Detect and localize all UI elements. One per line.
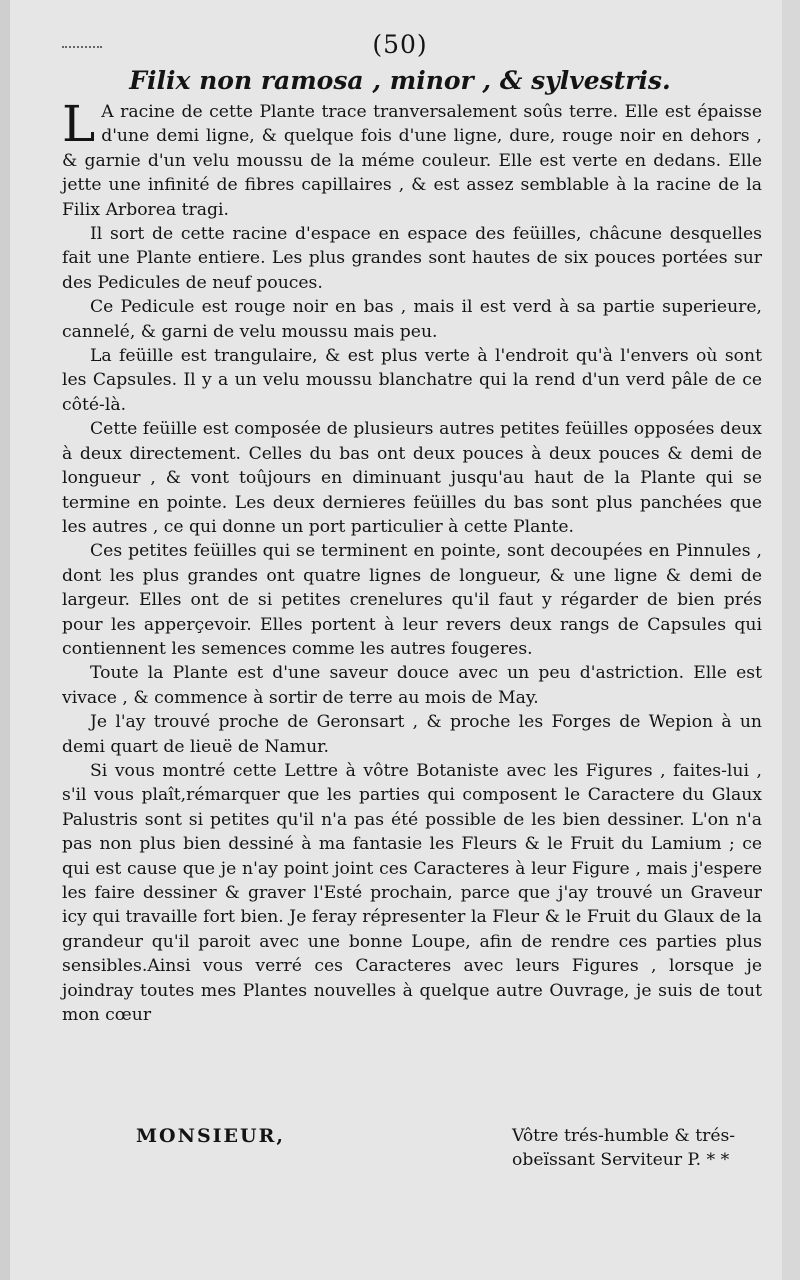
paragraph: La feüille est trangulaire, & est plus verte à l'endroit qu'à l'envers où sont les Capsules. Il y a un velu moussu blanchatre qui la rend d'un verd pâle de ce côté-là. [62,346,762,415]
paragraph: Cette feüille est composée de plusieurs autres petites feüilles opposées deux à deux directement. Celles du bas ont deux pouces à deux pouces & demi de longueur , & vont toûjours en diminuant jusqu'au haut de la Plante qui se termine en pointe. Les deux dernieres feüilles du bas sont plus panchées que les autres , ce qui donne un port particulier à cette Plante. [62,419,762,537]
plant-title: Filix non ramosa , minor , & sylvestris. [129,66,671,95]
signature-block [512,1124,762,1173]
salutation: MONSIEUR, [136,1125,286,1147]
signature-line-2: obeïssant Serviteur P. * * [512,1150,730,1171]
body-text [62,95,762,1027]
page-left-edge [0,0,10,1280]
page-number: (50) [372,30,428,59]
paragraph: Si vous montré cette Lettre à vôtre Botaniste avec les Figures , faites-lui , s'il vous plaît,rémarquer que les parties qui composent le Caractere du Glaux Palustris sont si petites qu'il n'a pas été possible de les bien dessiner. L'on n'a pas non plus bien dessiné à ma fantasie les Fleurs & le Fruit du Lamium ; ce qui est cause que je n'ay point joint ces Caracteres à leur Figure , mais j'espere les faire dessiner & graver l'Esté prochain, parce que j'ay trouvé un Graveur icy qui travaille fort bien. Je feray répresenter la Fleur & le Fruit du Glaux de la grandeur qu'il paroit avec une bonne Loupe, afin de rendre ces parties plus sensibles.Ainsi vous verré ces Caracteres avec leurs Figures , lorsque je joindray toutes mes Plantes nouvelles à quelque autre Ouvrage, je suis de tout mon cœur [62,760,762,1026]
paragraph: Je l'ay trouvé proche de Geronsart , & proche les Forges de Wepion à un demi quart de lieuë de Namur. [62,712,762,757]
drop-cap: L [62,95,96,153]
signature-line-1: Vôtre trés-humble & trés- [512,1126,736,1146]
paragraph-text: A racine de cette Plante trace tranversalement soûs terre. Elle est épaisse d'une demi ligne, & quelque fois d'une ligne, dure, rouge noir en dehors , & garnie d'un velu moussu de la méme couleur. Elle est verte en dedans. Elle jette une infinité de fibres capillaires , & est assez semblable à la racine de la Filix Arborea tragi. [62,102,762,220]
paragraph [62,95,762,222]
paragraph: Ce Pedicule est rouge noir en bas , mais il est verd à sa partie superieure, cannelé, & garni de velu moussu mais peu. [62,297,762,342]
paragraph: Ces petites feüilles qui se terminent en pointe, sont decoupées en Pinnules , dont les plus grandes ont quatre lignes de longueur, & une ligne & demi de largeur. Elles ont de si petites crenelures qu'il faut y régarder de bien prés pour les apperçevoir. Elles portent à leur revers deux rangs de Capsules qui contiennent les semences comme les autres fougeres. [62,541,762,659]
paragraph: Il sort de cette racine d'espace en espace des feüilles, châcune desquelles fait une Plante entiere. Les plus grandes sont hautes de six pouces portées sur des Pedicules de neuf pouces. [62,224,762,293]
paragraph: Toute la Plante est d'une saveur douce avec un peu d'astriction. Elle est vivace , & commence à sortir de terre au mois de May. [62,663,762,708]
page-right-edge [782,0,800,1280]
